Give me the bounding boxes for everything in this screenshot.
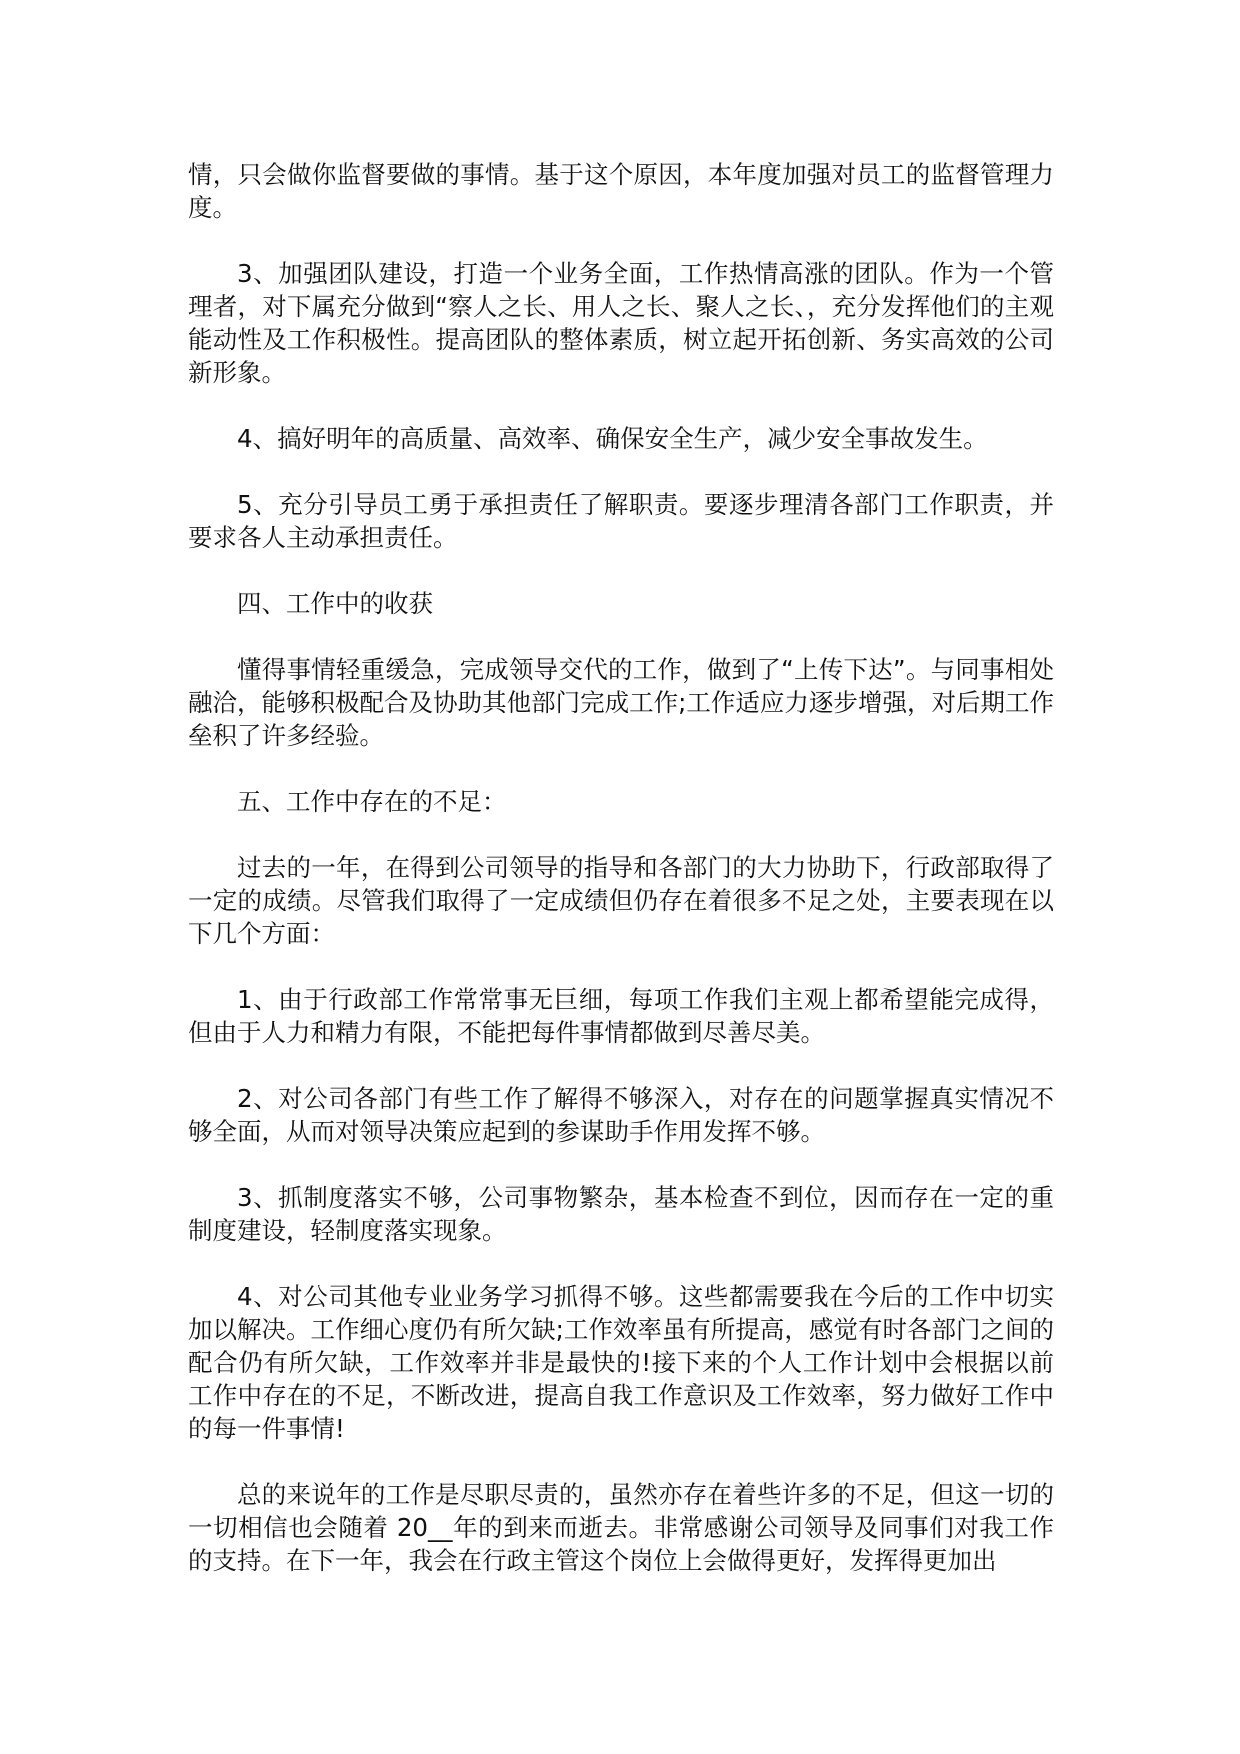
section-heading-gains: 四、工作中的收获: [237, 589, 433, 618]
paragraph-shortcoming-3: 3、抓制度落实不够，公司事物繁杂，基本检查不到位，因而存在一定的重制度建设，轻制度落实现象。: [188, 1183, 1054, 1245]
paragraph-gains: 懂得事情轻重缓急，完成领导交代的工作，做到了“上传下达”。与同事相处融洽，能够积极配合及协助其他部门完成工作;工作适应力逐步增强，对后期工作垒积了许多经验。: [188, 655, 1054, 750]
paragraph-conclusion: 总的来说年的工作是尽职尽责的，虽然亦存在着些许多的不足，但这一切的一切相信也会随着 20__年的到来而逝去。非常感谢公司领导及同事们对我工作的支持。在下一年，我会在行政主管这个岗位上会做得更好，发挥得更加出: [188, 1480, 1054, 1575]
document-body: [188, 158, 1054, 1610]
paragraph-item-4-safety: 4、搞好明年的高质量、高效率、确保安全生产，减少安全事故发生。: [237, 424, 988, 453]
paragraph-shortcoming-1: 1、由于行政部工作常常事无巨细，每项工作我们主观上都希望能完成得，但由于人力和精力有限，不能把每件事情都做到尽善尽美。: [188, 985, 1054, 1047]
paragraph-shortcoming-2: 2、对公司各部门有些工作了解得不够深入，对存在的问题掌握真实情况不够全面，从而对领导决策应起到的参谋助手作用发挥不够。: [188, 1084, 1054, 1146]
paragraph-shortcoming-4: 4、对公司其他专业业务学习抓得不够。这些都需要我在今后的工作中切实加以解决。工作细心度仍有所欠缺;工作效率虽有所提高，感觉有时各部门之间的配合仍有所欠缺，工作效率并非是最快的!接下来的个人工作计划中会根据以前工作中存在的不足，不断改进，提高自我工作意识及工作效率，努力做好工作中的每一件事情!: [188, 1282, 1054, 1443]
section-heading-shortcomings: 五、工作中存在的不足：: [237, 787, 507, 816]
paragraph-continuation: 情，只会做你监督要做的事情。基于这个原因，本年度加强对员工的监督管理力度。: [188, 160, 1054, 222]
paragraph-item-5-responsibility: 5、充分引导员工勇于承担责任了解职责。要逐步理清各部门工作职责，并要求各人主动承担责任。: [188, 490, 1054, 552]
paragraph-shortcomings-intro: 过去的一年，在得到公司领导的指导和各部门的大力协助下，行政部取得了一定的成绩。尽管我们取得了一定成绩但仍存在着很多不足之处，主要表现在以下几个方面：: [188, 853, 1054, 948]
paragraph-item-3-team-building: 3、加强团队建设，打造一个业务全面，工作热情高涨的团队。作为一个管理者，对下属充分做到“察人之长、用人之长、聚人之长、，充分发挥他们的主观能动性及工作积极性。提高团队的整体素质，树立起开拓创新、务实高效的公司新形象。: [188, 259, 1054, 387]
